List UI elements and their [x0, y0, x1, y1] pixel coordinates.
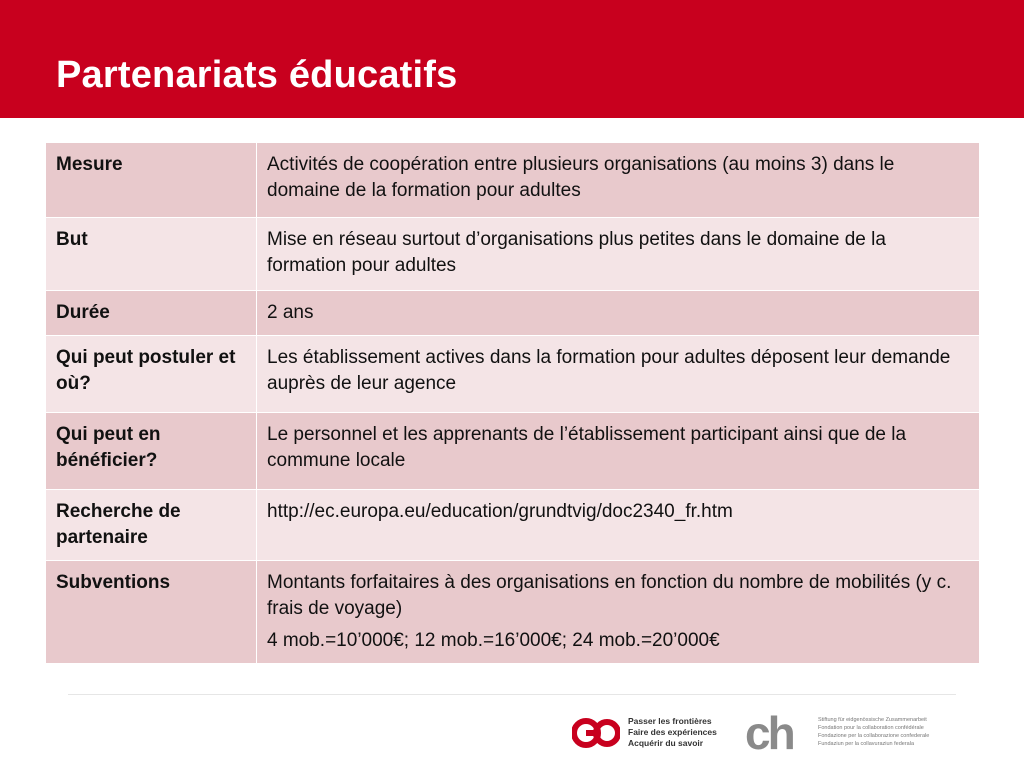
- ch-logo-mark: ch: [745, 707, 793, 759]
- page-title: Partenariats éducatifs: [56, 54, 458, 96]
- subventions-text: Montants forfaitaires à des organisations en fonction du nombre de mobilités (y c. frais de voyage): [267, 572, 952, 619]
- title-bar: [0, 0, 1024, 118]
- go-logo-icon: [572, 714, 620, 752]
- table-row: [46, 490, 980, 561]
- info-table: [45, 142, 980, 664]
- table-row: [46, 413, 980, 490]
- ch-logo-text: Stiftung für eidgenössische Zusammenarbeit Fondation pour la collaboration confédérale Fondazione per la collaborazione confederale Fundaziun per la collavuraziun federala: [818, 717, 930, 747]
- row-value-subventions: [257, 561, 980, 664]
- row-value-qui-beneficier: Le personnel et les apprenants de l’établissement participant ainsi que de la commune locale: [257, 413, 980, 490]
- row-value-qui-postuler: Les établissement actives dans la formation pour adultes déposent leur demande auprès de leur agence: [257, 336, 980, 413]
- info-table-container: [45, 142, 979, 664]
- row-label-recherche: Recherche de partenaire: [46, 490, 257, 561]
- row-label-duree: Durée: [46, 291, 257, 336]
- row-label-subventions: Subventions: [46, 561, 257, 664]
- table-row: [46, 336, 980, 413]
- table-row: [46, 561, 980, 664]
- row-value-but: Mise en réseau surtout d’organisations plus petites dans le domaine de la formation pour adultes: [257, 218, 980, 291]
- row-value-mesure: Activités de coopération entre plusieurs organisations (au moins 3) dans le domaine de la formation pour adultes: [257, 143, 980, 218]
- row-label-but: But: [46, 218, 257, 291]
- table-row: [46, 291, 980, 336]
- subventions-amounts: 4 mob.=10’000€; 12 mob.=16’000€; 24 mob.=20’000€: [267, 630, 720, 651]
- row-value-recherche-link[interactable]: http://ec.europa.eu/education/grundtvig/doc2340_fr.htm: [257, 490, 980, 561]
- row-label-qui-beneficier: Qui peut en bénéficier?: [46, 413, 257, 490]
- row-value-duree: 2 ans: [257, 291, 980, 336]
- row-label-mesure: Mesure: [46, 143, 257, 218]
- go-logo-text: Passer les frontières Faire des expériences Acquérir du savoir: [628, 716, 717, 748]
- row-label-qui-postuler: Qui peut postuler et où?: [46, 336, 257, 413]
- footer-logos: [572, 707, 952, 759]
- footer-divider: [68, 694, 956, 695]
- table-row: [46, 218, 980, 291]
- table-row: [46, 143, 980, 218]
